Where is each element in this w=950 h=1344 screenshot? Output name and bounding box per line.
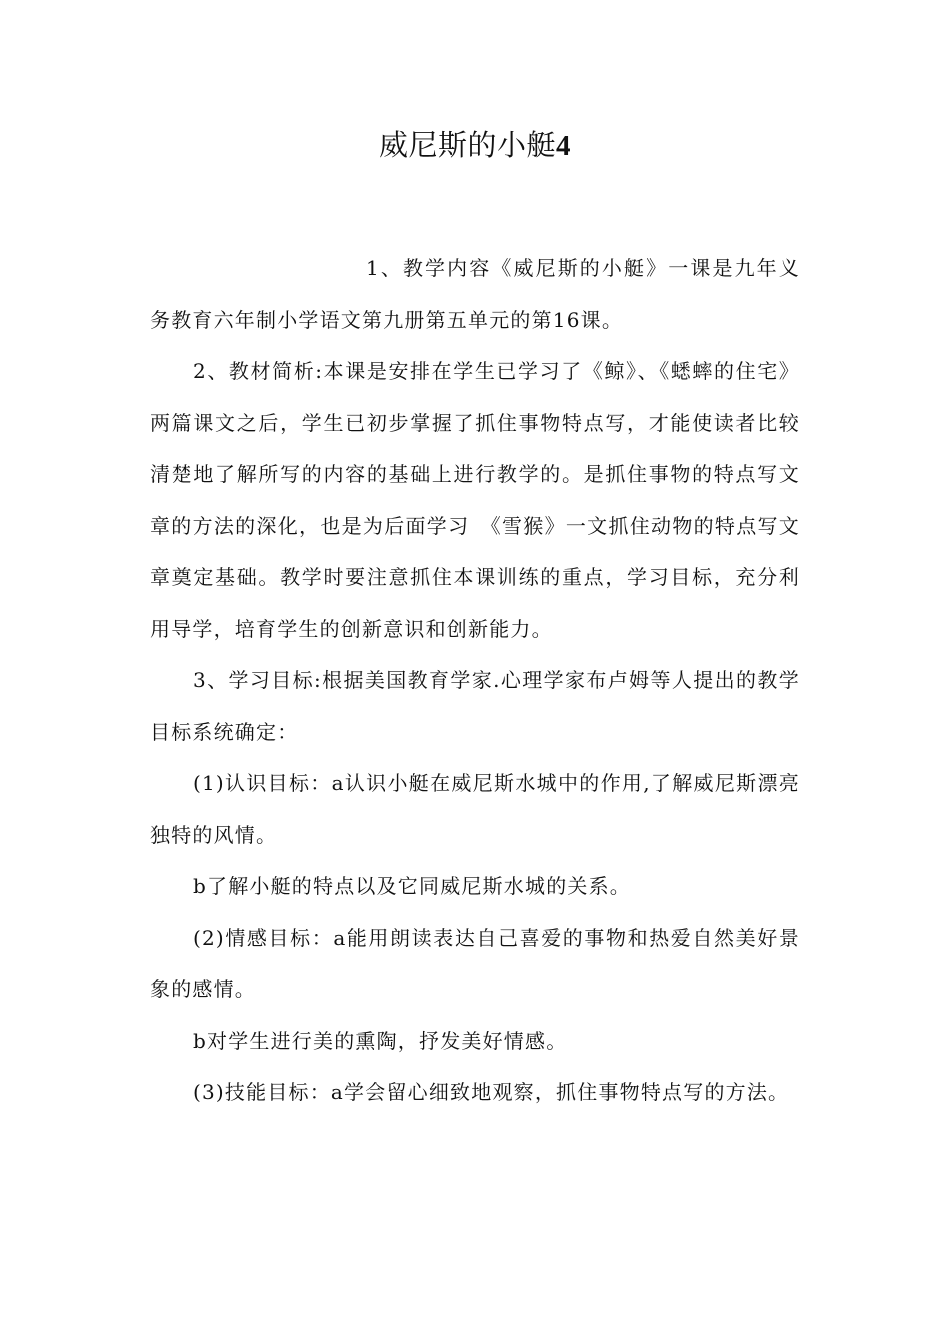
document-body [150,243,800,1119]
title-number: 4 [556,130,571,162]
paragraph-emotional-goal-a: (2)情感目标：a能用朗读表达自己喜爱的事物和热爱自然美好景象的感情。 [150,925,800,1001]
paragraph-emotional-goal-b: b对学生进行美的熏陶，抒发美好情感。 [193,1028,568,1053]
page-title [0,123,950,168]
paragraph-cognitive-goal-b: b了解小艇的特点以及它同威尼斯水城的关系。 [193,874,632,898]
paragraph-skill-goal-a: (3)技能目标：a学会留心细致地观察，抓住事物特点写的方法。 [193,1080,790,1104]
paragraph-learning-goals: 3、学习目标:根据美国教育学家.心理学家布卢姆等人提出的教学目标系统确定： [150,668,800,744]
paragraph-material-analysis: 2、教材简析:本课是安排在学生已学习了《鲸》、《蟋蟀的住宅》两篇课文之后，学生已初步掌握了抓住事物特点写，才能使读者比较清楚地了解所写的内容的基础上进行教学的。是抓住事物的特点写文章的方法的深化，也是为后面学习 《雪猴》一文抓住动物的特点写文章奠定基础。教学时要注意抓住本课训练的重点，学习目标，充分利用导学，培育学生的创新意识和创新能力。 [150,359,800,641]
paragraph-teaching-content: 1、教学内容《威尼斯的小艇》一课是九年义务教育六年制小学语文第九册第五单元的第16课。 [150,256,800,332]
paragraph-cognitive-goal-a: (1)认识目标：a认识小艇在威尼斯水城中的作用,了解威尼斯漂亮独特的风情。 [150,771,800,847]
title-text: 威尼斯的小艇 [378,128,556,162]
